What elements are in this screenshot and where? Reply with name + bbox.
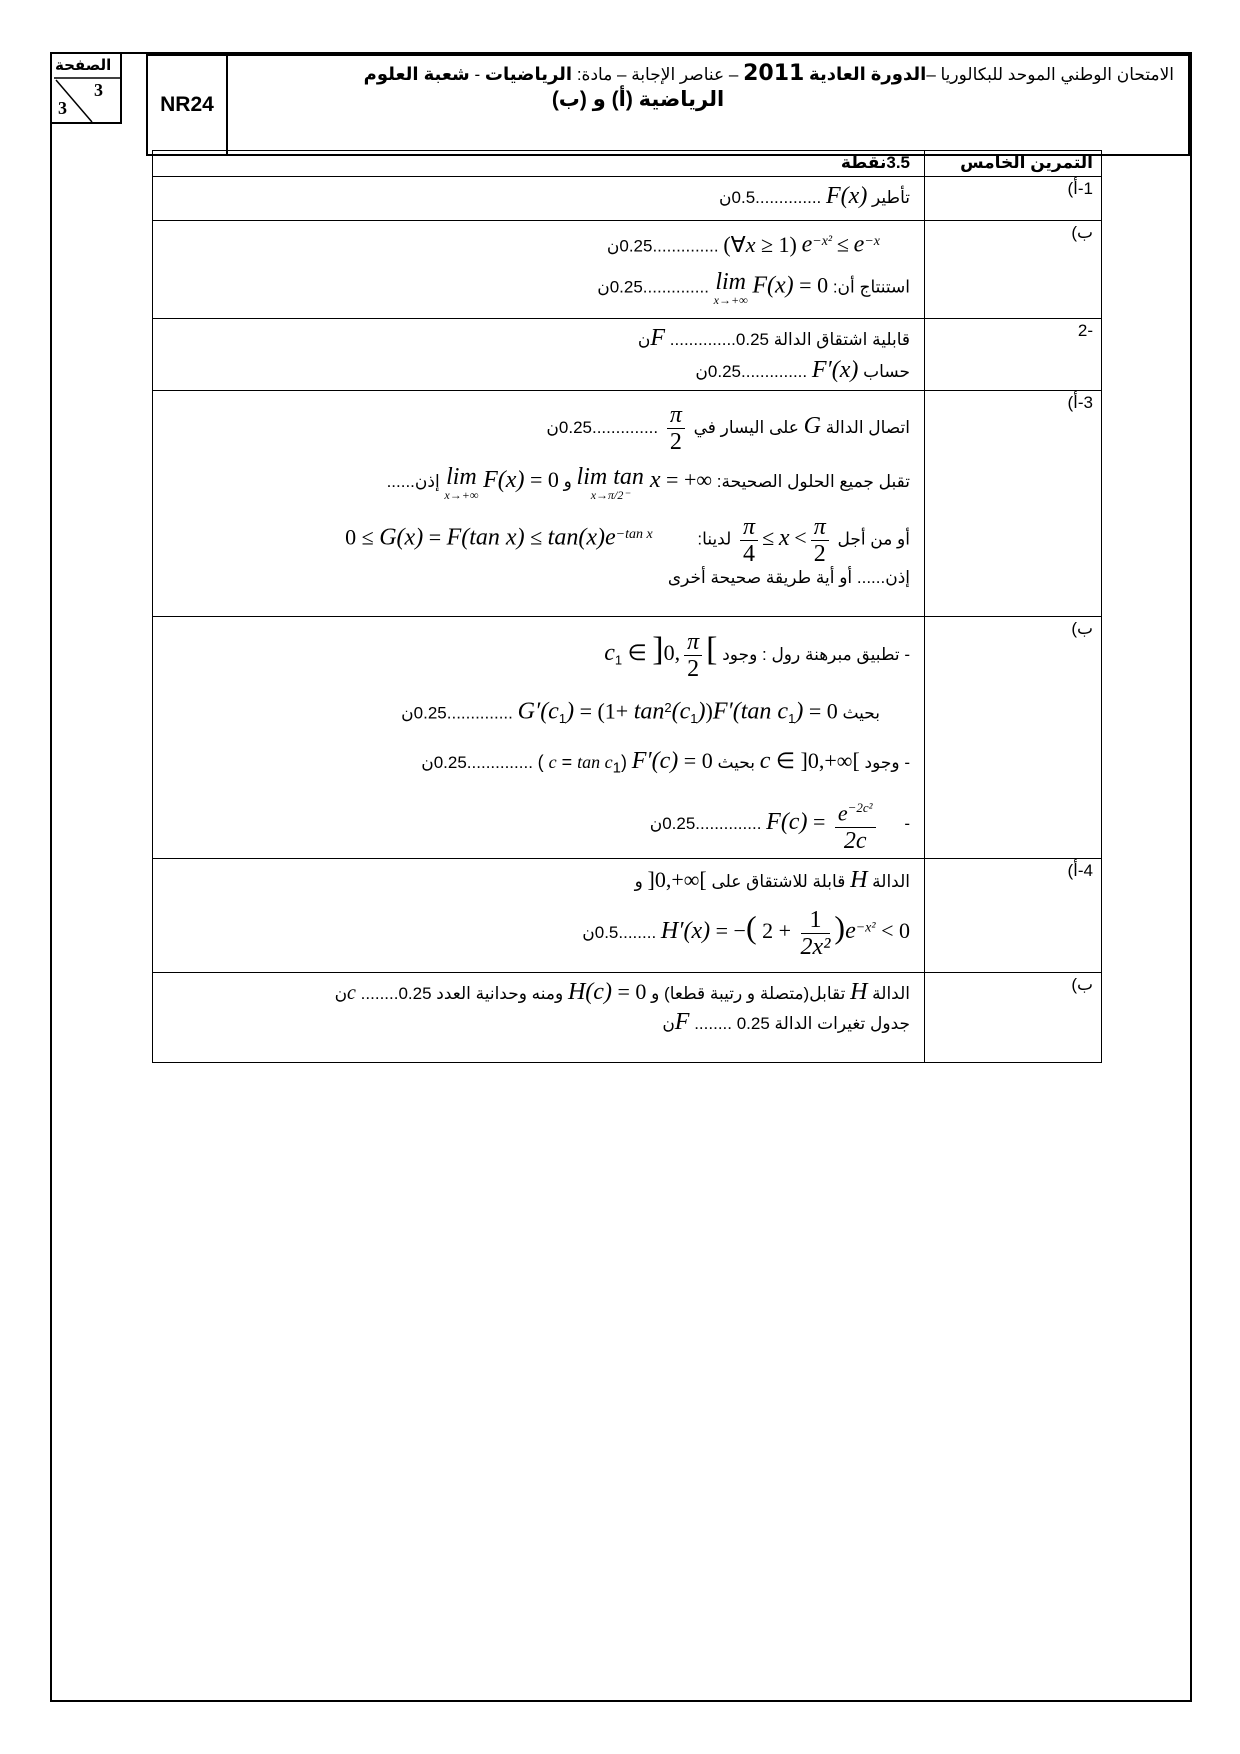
page-total: 3 [58, 98, 67, 118]
title-year: 2011 [743, 61, 805, 86]
math-c-interval: c ∈ ]0,+∞[ [759, 748, 860, 775]
table-row: -2 قابلية اشتقاق الدالة F ..............0.25ن حساب F′(x) ..............0.25ن [153, 319, 1102, 391]
title-part1: الامتحان الوطني الموحد للبكالوريا – [926, 65, 1174, 84]
math-Fc: F(c) = $\frac{e^{-2c^2}}{2c}$ [766, 790, 879, 856]
row-label: 4-أ) [925, 859, 1102, 973]
row-label: ب) [925, 973, 1102, 1063]
row-label: -2 [925, 319, 1102, 391]
exercise-points: 3.5نقطة [153, 151, 925, 177]
answer-table [152, 150, 1102, 1063]
title-sep: - [474, 65, 481, 84]
title-subject: الرياضيات [484, 64, 573, 84]
exam-title [228, 54, 1190, 156]
table-row: 1-أ) تأطير F(x) ..............0.5ن [153, 177, 1102, 221]
math-rolle: $G'(c_1) = (1+ \tan^2(c_1))F'(\tan$ $c_1) = 0$ [517, 699, 838, 727]
row-label: 3-أ) [925, 391, 1102, 617]
title-session: الدورة العادية [809, 64, 927, 84]
math-Fprime-c: F′(c) = 0 [631, 748, 713, 775]
exercise-title: التمرين الخامس [925, 151, 1102, 177]
row-label: ب) [925, 221, 1102, 319]
math-c1-interval: $c_1$ ∈ ]0, $\frac{\pi}{2}$ [ [604, 629, 718, 683]
exam-code: NR24 [146, 54, 228, 156]
table-row: ب) الدالة H تقابل(متصلة و رتيبة قطعا) و H(c) = 0 ومنه وحدانية العدد c ........0.25ن جدول تغيرات الدالة F ........ 0.25ن [153, 973, 1102, 1063]
page-current: 3 [94, 80, 103, 100]
math-c-tan: ( $c = \tan c_1$) [537, 752, 628, 778]
row-label: ب) [925, 617, 1102, 859]
table-header-row [153, 151, 1102, 177]
math-Hprime: H′(x) = −( 2 + $\frac{1}{\text{2x²}}$ )$e^{-x^2} < 0$ [660, 907, 910, 961]
title-line2: الرياضية (أ) و (ب) [551, 88, 725, 111]
math-lim-F: lim x→+∞ F(x) = 0 [444, 463, 559, 502]
table-row: ب) $e^{-x^2} \le e^{-x}$ (∀x ≥ 1) ..............0.25ن استنتاج أن: lim x→+∞ F(x) = 0 ..............0.25ن [153, 221, 1102, 319]
row-label: 1-أ) [925, 177, 1102, 221]
math-Hc: H(c) = 0 [567, 979, 647, 1006]
math-lim-tan: lim tan x→π/2⁻ x = +∞ [576, 463, 713, 502]
math-forall: (∀x ≥ 1) [723, 231, 797, 257]
math-domain: ]0,+∞[ [647, 867, 707, 893]
title-branch: شعبة العلوم [363, 64, 470, 84]
math-Fprime: F′(x) [811, 357, 859, 383]
table-row: 3-أ) اتصال الدالة G على اليسار في $\frac{\pi}{2}$ ..............0.25ن تقبل جميع الحلول الصحيحة: lim tan x→π/2⁻ x = +∞ و lim x→+∞ F(x) = 0 إذن...... أو من أجل $\frac{\pi}{4}$ ≤ x < $\frac{\pi}{2}$ لدينا: 0 ≤ G(x) = F(tan $x) \le \tan(x)e^{-tan x}$ إذن...... أو أية طريقة صحيحة أخرى [153, 391, 1102, 617]
math-inequality: $e^{-x^2} \le e^{-x}$ [801, 231, 880, 258]
math-G-bound: 0 ≤ G(x) = F(tan $x) \le \tan(x)e^{-tan x}$ [345, 524, 653, 551]
table-row: 4-أ) الدالة H قابلة للاشتقاق على ]0,+∞[ و H′(x) = −( 2 + $\frac{1}{\text{2x²}}$ )$e^{-x^2} < 0$ ........0.5ن [153, 859, 1102, 973]
page-number-box [52, 54, 122, 124]
table-row: ب) - تطبيق مبرهنة رول : وجود $c_1$ ∈ ]0, $\frac{\pi}{2}$ [ بحيث $G'(c_1) = (1+ \tan^2(c_1))F'(\tan$ $c_1) = 0$ ..............0.25ن - وجود c ∈ ]0,+∞[ بحيث F′(c) = 0 ( $c = \tan c_1$) ..............0.25ن - F(c) = $\frac{e^{-2c^2}}{2c}$ ..............0.25ن [153, 617, 1102, 859]
math-pi-over-2: $\frac{\pi}{2}$ [667, 402, 685, 455]
math-Fx: F(x) [826, 183, 868, 209]
title-part2: – عناصر الإجابة – مادة: [576, 65, 739, 84]
math-interval: $\frac{\pi}{4}$ ≤ x < $\frac{\pi}{2}$ [736, 510, 833, 568]
page-label: الصفحة [55, 57, 112, 74]
math-limit: lim x→+∞ F(x) = 0 [713, 268, 829, 307]
